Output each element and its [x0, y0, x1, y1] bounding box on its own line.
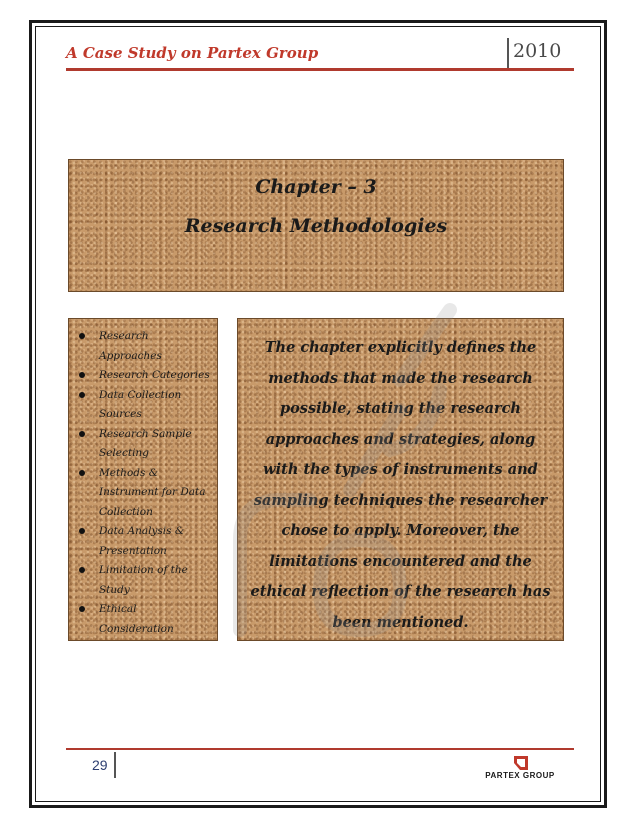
topic-item	[77, 522, 211, 561]
chapter-number: Chapter – 3	[255, 176, 377, 198]
topics-panel	[68, 318, 218, 641]
bullet-icon	[79, 392, 85, 398]
bullet-icon	[79, 528, 85, 534]
footer-rule	[66, 748, 574, 750]
topic-item	[77, 600, 211, 639]
header-divider	[507, 38, 509, 68]
bullet-icon	[79, 372, 85, 378]
topic-label: Methods & Instrument for Data Collection	[99, 466, 206, 518]
topic-item	[77, 327, 211, 366]
topics-list	[77, 327, 211, 639]
page-number: 29	[92, 757, 108, 773]
chapter-banner	[68, 159, 564, 292]
topic-label: Data Analysis & Presentation	[99, 525, 185, 557]
summary-text: The chapter explicitly defines the methods that made the research possible, stating the research approaches and strategies, along with the types of instruments and sampling techniques the researcher chose to apply. Moreover, the limitations encountered and the ethical reflection of the research has been mentioned.	[250, 339, 551, 631]
bullet-icon	[79, 470, 85, 476]
bullet-icon	[79, 333, 85, 339]
bullet-icon	[79, 431, 85, 437]
topic-label: Ethical Consideration	[99, 603, 174, 635]
topic-item	[77, 561, 211, 600]
bullet-icon	[79, 606, 85, 612]
topic-label: Research Approaches	[99, 330, 162, 362]
summary-panel	[237, 318, 564, 641]
topic-label: Data Collection Sources	[99, 388, 182, 420]
topic-label: Research Categories	[99, 369, 210, 381]
topic-item	[77, 366, 211, 386]
bullet-icon	[79, 567, 85, 573]
topic-item	[77, 386, 211, 425]
topic-item	[77, 464, 211, 523]
topic-label: Research Sample Selecting	[99, 427, 192, 459]
header-year: 2010	[513, 40, 562, 62]
topic-label: Limitation of the Study	[99, 564, 188, 596]
partex-logo-icon	[470, 754, 570, 772]
header-rule	[66, 68, 574, 71]
topic-item	[77, 425, 211, 464]
logo-text: PARTEX GROUP	[485, 771, 555, 780]
partex-logo	[470, 754, 570, 784]
header-title: A Case Study on Partex Group	[66, 44, 319, 62]
footer-divider	[114, 752, 116, 778]
chapter-title: Research Methodologies	[184, 215, 448, 237]
